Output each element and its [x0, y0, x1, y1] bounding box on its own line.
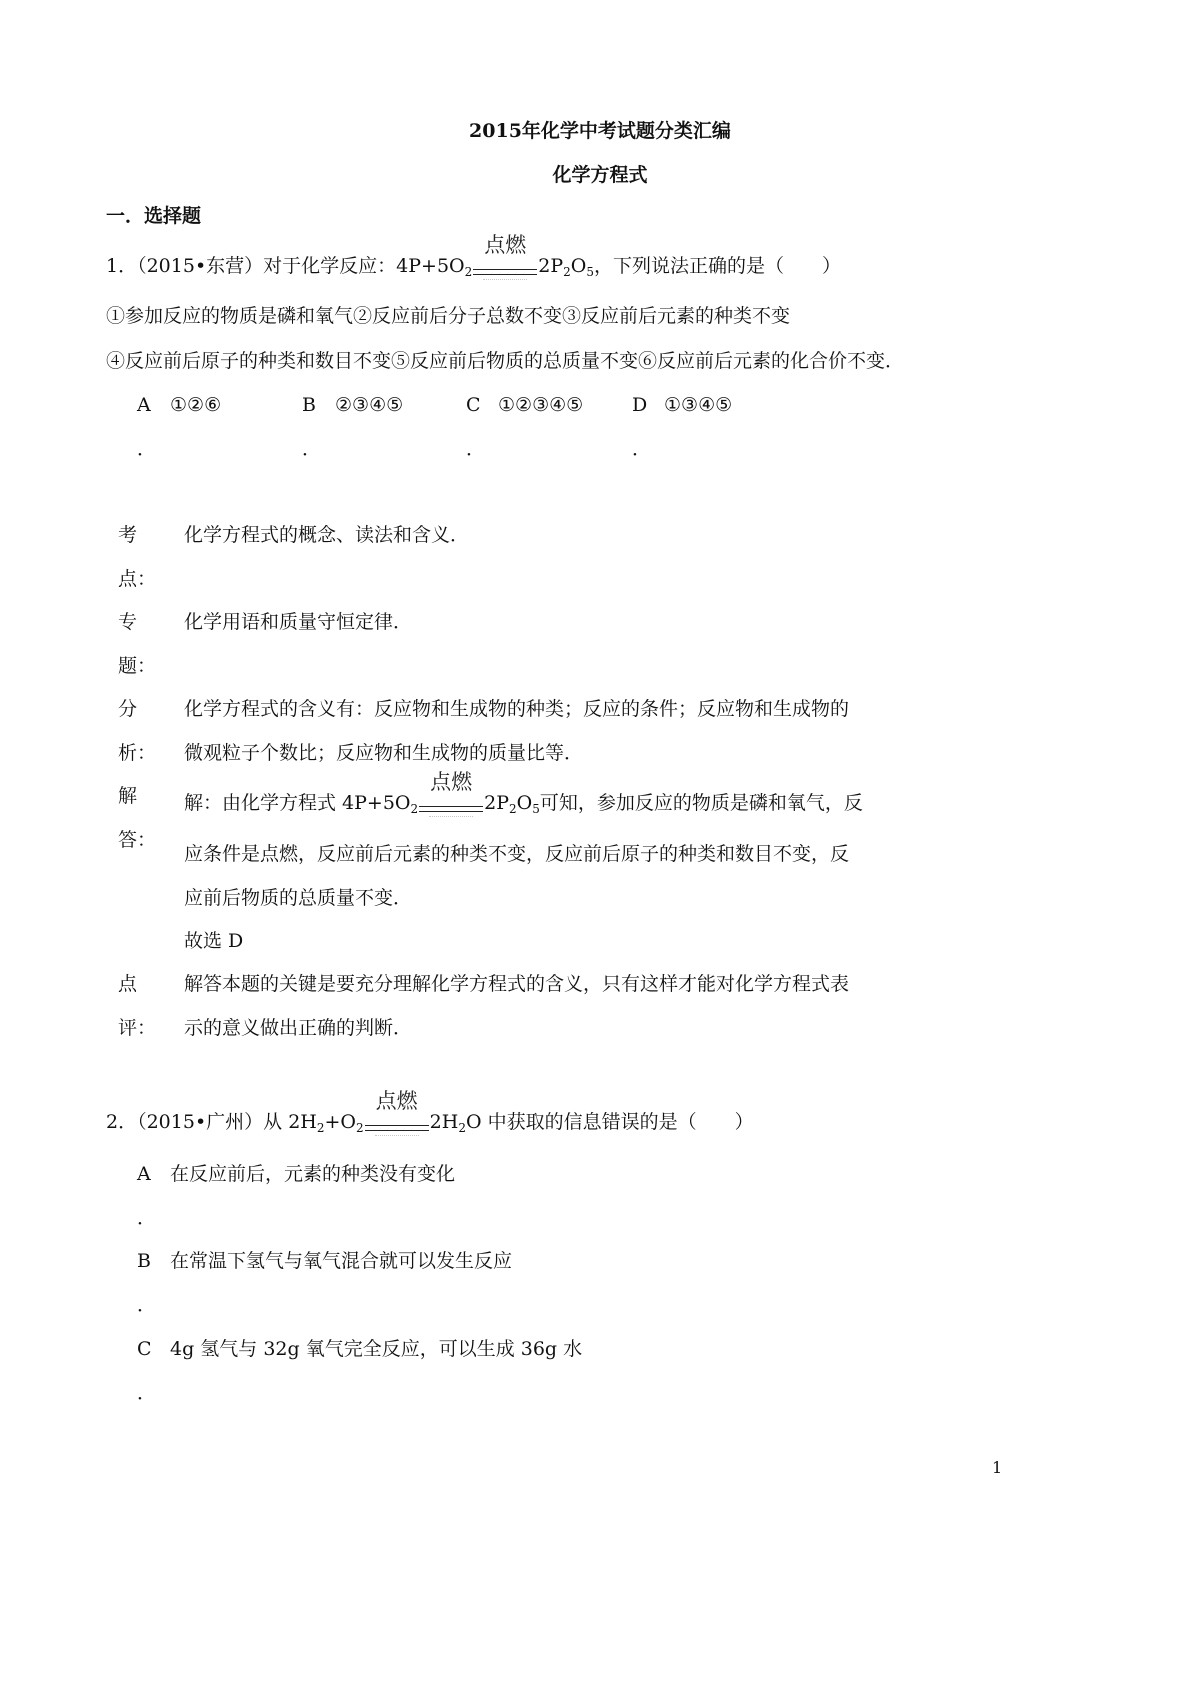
option-2-b-text: 在常温下氢气与氧气混合就可以发生反应 — [170, 1250, 513, 1272]
option-1-d-letter: D — [632, 394, 648, 416]
option-1-b-letter: B — [302, 394, 316, 416]
dianping-label-1: 点 — [118, 973, 138, 995]
question-1-statements-line-2: ④反应前后原子的种类和数目不变⑤反应前后物质的总质量不变⑥反应前后元素的化合价不变． — [106, 350, 905, 372]
question-2-prefix: 2．（2015•广州）从 — [106, 1111, 289, 1133]
question-2-stem: 2．（2015•广州）从 $2H_2+O_2$ 点燃 $2H_2O$ 中获取的信息错误的是（ ） — [106, 1110, 754, 1134]
dianping-text-2: 示的意义做出正确的判断． — [184, 1017, 413, 1039]
jieda-suffix: 可知，参加反应的物质是磷和氧气，反 — [539, 792, 863, 814]
dianping-text-1: 解答本题的关键是要充分理解化学方程式的含义，只有这样才能对化学方程式表 — [184, 973, 850, 995]
option-1-b-dot: ． — [302, 438, 322, 460]
equals-sign — [473, 269, 537, 275]
reaction-condition-label: 点燃 — [375, 1089, 418, 1113]
option-1-a-dot: ． — [137, 438, 157, 460]
option-2-a-letter: A — [137, 1163, 151, 1185]
zhuanti-text: 化学用语和质量守恒定律． — [184, 611, 413, 633]
option-2-b-dot: ． — [137, 1294, 157, 1316]
fenxi-text-1: 化学方程式的含义有：反应物和生成物的种类；反应的条件；反应物和生成物的 — [184, 698, 850, 720]
reaction-condition-label: 点燃 — [430, 770, 473, 794]
question-1-prefix: 1．（2015•东营）对于化学反应： — [106, 255, 397, 277]
option-2-a-dot: ． — [137, 1207, 157, 1229]
document-title: 2015年化学中考试题分类汇编 — [469, 120, 731, 142]
option-2-c-text: 4g 氢气与 32g 氧气完全反应，可以生成 36g 水 — [170, 1338, 583, 1360]
jieda-text-1: 解：由化学方程式 $4P+5O_2$ 点燃 $2P_2O_5$可知，参加反应的物质是磷和氧气，反 — [184, 791, 863, 815]
option-1-a-letter: A — [137, 394, 151, 416]
equals-sign — [365, 1125, 429, 1131]
fenxi-label-2: 析： — [118, 742, 157, 764]
kaodian-text: 化学方程式的概念、读法和含义． — [184, 524, 470, 546]
jieda-text-2: 应条件是点燃，反应前后元素的种类不变，反应前后原子的种类和数目不变，反 — [184, 843, 850, 865]
jieda-prefix: 解：由化学方程式 — [184, 792, 343, 814]
equation-1-left: 4P+5O — [396, 255, 465, 277]
option-2-c-letter: C — [137, 1338, 152, 1360]
fenxi-label-1: 分 — [118, 698, 138, 720]
reaction-condition-arrow — [419, 770, 483, 815]
jieda-text-3: 应前后物质的总质量不变． — [184, 887, 413, 909]
option-2-a-text: 在反应前后，元素的种类没有变化 — [170, 1163, 456, 1185]
equals-sign — [419, 806, 483, 812]
document-subtitle: 化学方程式 — [552, 164, 648, 186]
zhuanti-label-1: 专 — [118, 611, 138, 633]
question-1-stem: 1．（2015•东营）对于化学反应：$4P+5O_2$ 点燃 $2P_2O_5$，下列说法正确的是（ ） — [106, 254, 841, 278]
option-1-c-letter: C — [466, 394, 481, 416]
kaodian-label-2: 点： — [118, 568, 157, 590]
question-1-statements-line-1: ①参加反应的物质是磷和氧气②反应前后分子总数不变③反应前后元素的种类不变 — [106, 305, 791, 327]
option-2-b-letter: B — [137, 1250, 151, 1272]
option-2-c-dot: ． — [137, 1382, 157, 1404]
section-heading: 一．选择题 — [106, 205, 202, 227]
option-1-b-text: ②③④⑤ — [335, 394, 404, 416]
equation-1-right: 2P — [538, 255, 564, 277]
fenxi-text-2: 微观粒子个数比；反应物和生成物的质量比等． — [184, 742, 584, 764]
option-1-c-dot: ． — [466, 438, 486, 460]
reaction-condition-label: 点燃 — [484, 233, 527, 257]
kaodian-label-1: 考 — [118, 524, 138, 546]
reaction-condition-arrow — [365, 1089, 429, 1134]
dianping-label-2: 评： — [118, 1017, 157, 1039]
option-1-a-text: ①②⑥ — [170, 394, 222, 416]
jieda-answer: 故选 D — [184, 930, 244, 952]
question-1-suffix: ，下列说法正确的是（ ） — [594, 255, 842, 277]
jieda-label-2: 答： — [118, 829, 157, 851]
page-number: 1 — [992, 1458, 1003, 1477]
option-1-d-text: ①③④⑤ — [664, 394, 733, 416]
zhuanti-label-2: 题： — [118, 655, 157, 677]
option-1-c-text: ①②③④⑤ — [498, 394, 584, 416]
reaction-condition-arrow — [473, 233, 537, 278]
jieda-label-1: 解 — [118, 785, 138, 807]
option-1-d-dot: ． — [632, 438, 652, 460]
question-2-suffix: 中获取的信息错误的是（ ） — [481, 1111, 754, 1133]
